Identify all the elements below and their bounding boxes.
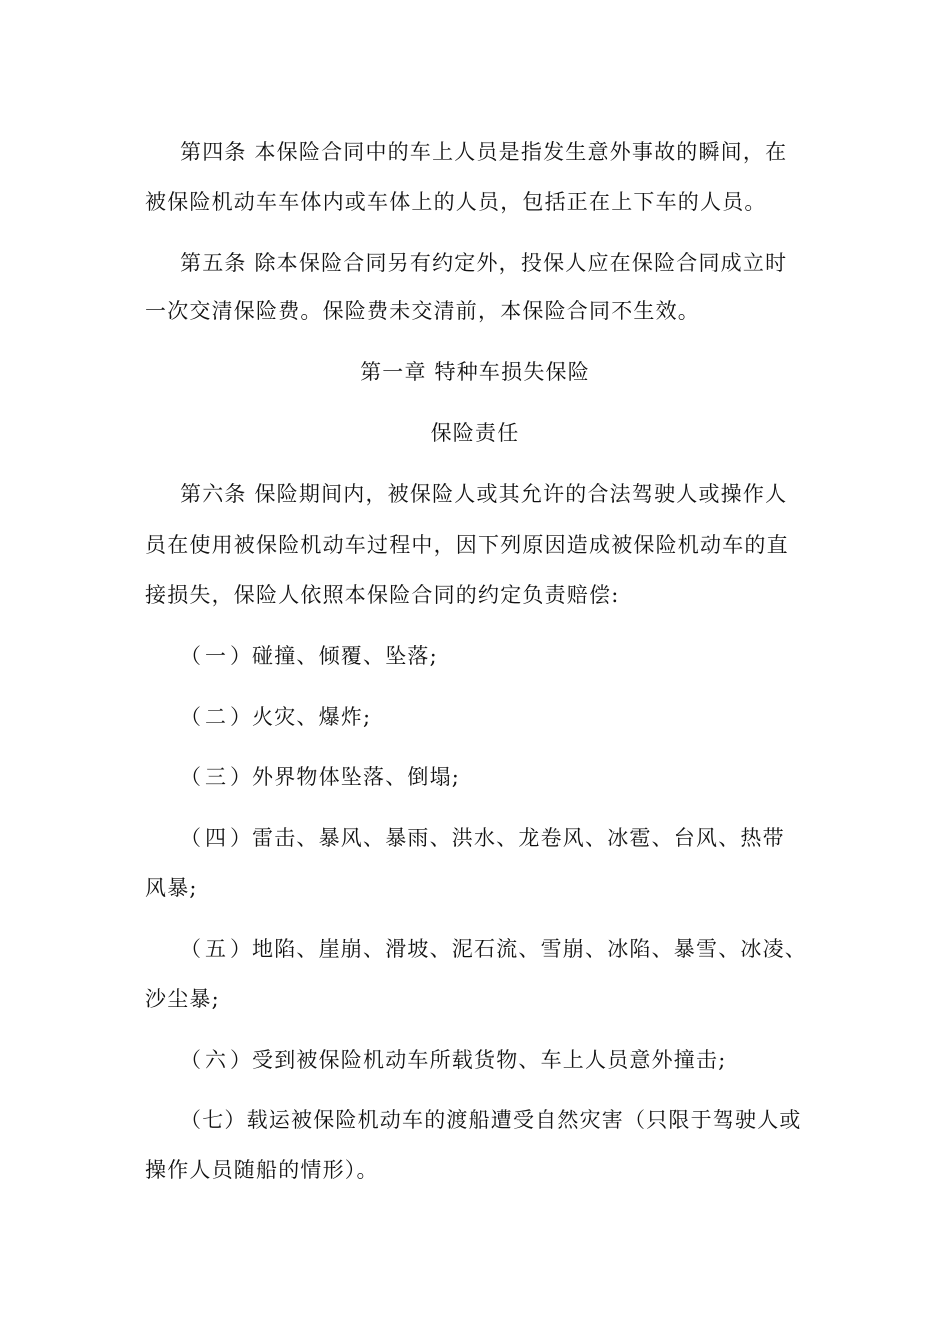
article-6-line-2: 员在使用被保险机动车过程中，因下列原因造成被保险机动车的直 bbox=[145, 533, 789, 557]
list-item-4-continuation: 风暴; bbox=[145, 876, 198, 900]
article-6-line-3: 接损失，保险人依照本保险合同的约定负责赔偿: bbox=[145, 583, 620, 607]
list-item-label: （六） bbox=[180, 1048, 255, 1072]
section-heading: 保险责任 bbox=[430, 421, 520, 445]
list-item-text: 碰撞、倾覆、坠落; bbox=[252, 644, 438, 668]
article-4-line-1: 第四条 本保险合同中的车上人员是指发生意外事故的瞬间，在 bbox=[180, 140, 788, 164]
list-item-3 bbox=[180, 764, 460, 790]
chapter-title: 第一章 特种车损失保险 bbox=[360, 360, 590, 384]
article-5-line-1: 第五条 除本保险合同另有约定外，投保人应在保险合同成立时 bbox=[180, 251, 788, 275]
list-item-label: （四） bbox=[180, 826, 255, 850]
list-item-label: （二） bbox=[180, 705, 255, 729]
list-item-text: 地陷、崖崩、滑坡、泥石流、雪崩、冰陷、暴雪、冰凌、 bbox=[252, 937, 807, 961]
list-item-label: （三） bbox=[180, 765, 255, 789]
list-item-label: （一） bbox=[180, 644, 255, 668]
list-item-5-continuation: 沙尘暴; bbox=[145, 987, 220, 1011]
list-item-2 bbox=[180, 704, 371, 730]
list-item-text: 雷击、暴风、暴雨、洪水、龙卷风、冰雹、台风、热带 bbox=[252, 826, 785, 850]
list-item-7-continuation: 操作人员随船的情形）。 bbox=[145, 1158, 379, 1182]
list-item-text: 火灾、爆炸; bbox=[252, 705, 372, 729]
article-5-line-2: 一次交清保险费。保险费未交清前，本保险合同不生效。 bbox=[145, 299, 700, 323]
list-item-5 bbox=[180, 936, 807, 962]
list-item-1 bbox=[180, 643, 438, 669]
list-item-4 bbox=[180, 825, 785, 851]
list-item-text: 受到被保险机动车所载货物、车上人员意外撞击; bbox=[252, 1048, 727, 1072]
list-item-label: （五） bbox=[180, 937, 255, 961]
article-4-line-2: 被保险机动车车体内或车体上的人员，包括正在上下车的人员。 bbox=[145, 190, 767, 214]
list-item-6 bbox=[180, 1047, 726, 1073]
list-item-text: 外界物体坠落、倒塌; bbox=[252, 765, 461, 789]
list-item-7: （七）载运被保险机动车的渡船遭受自然灾害（只限于驾驶人或 bbox=[180, 1108, 802, 1132]
article-6-line-1: 第六条 保险期间内，被保险人或其允许的合法驾驶人或操作人 bbox=[180, 482, 788, 506]
